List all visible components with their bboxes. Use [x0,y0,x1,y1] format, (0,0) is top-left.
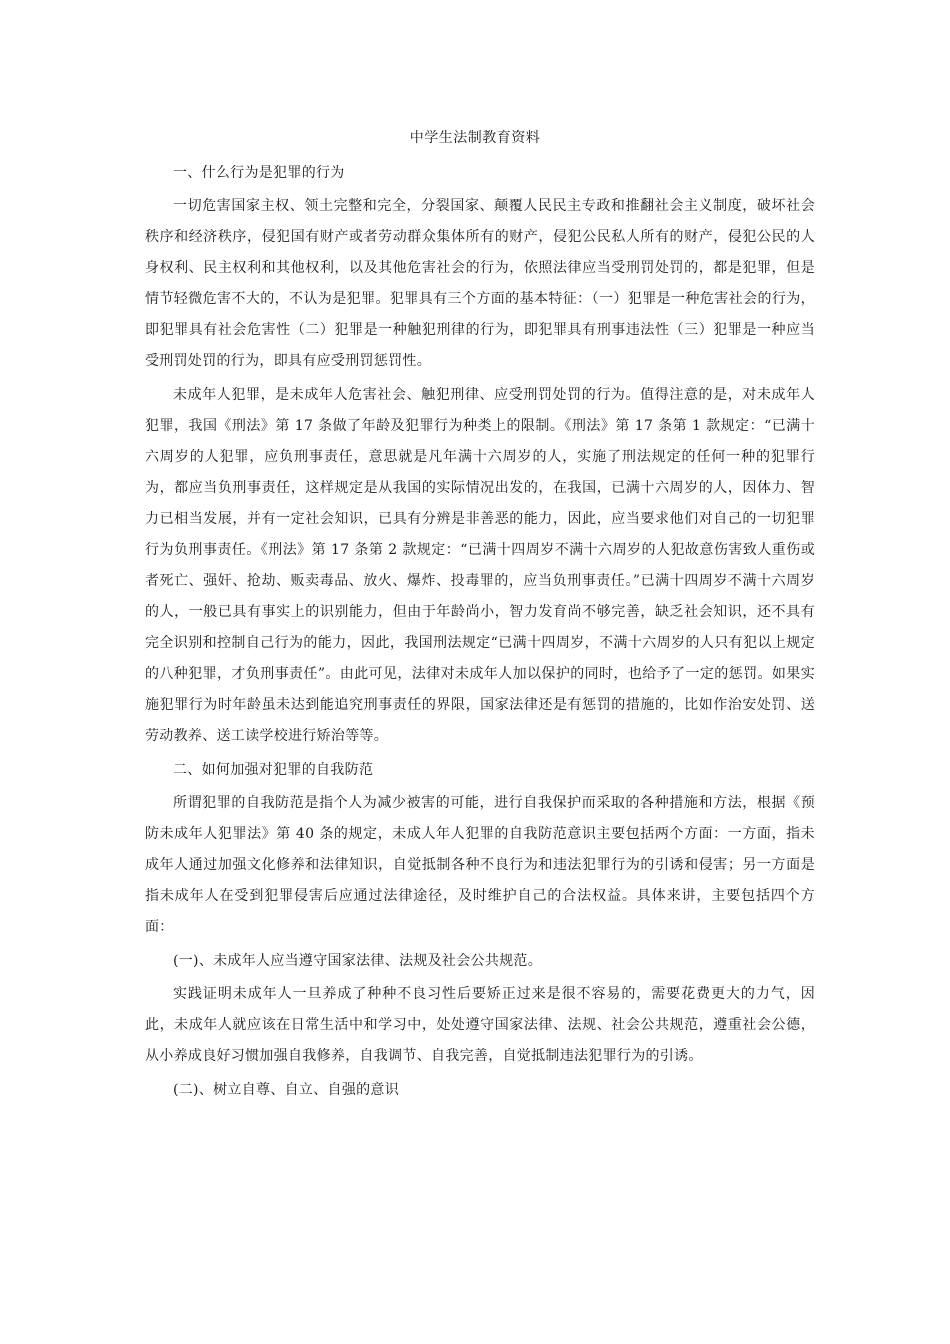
subsection-heading-1: (一)、未成年人应当遵守国家法律、法规及社会公共规范。 [173,953,543,969]
document-title: 中学生法制教育资料 [409,130,541,146]
paragraph-4: 实践证明未成年人一旦养成了种种不良习性后要矫正过来是很不容易的，需要花费更大的力气，因此，未成年人就应该在日常生活中和学习中，处处遵守国家法律、法规、社会公共规范，遵重社会公德，从小养成良好习惯加强自我修养，自我调节、自我完善，自觉抵制违法犯罪行为的引诱。 [145,986,815,1064]
section-heading-1: 一、什么行为是犯罪的行为 [173,165,345,181]
paragraph-3: 所谓犯罪的自我防范是指个人为减少被害的可能，进行自我保护而采取的各种措施和方法，根据《预防未成年人犯罪法》第 40 条的规定，未成人年人犯罪的自我防范意识主要包括两个方面：一方面，指未成年人通过加强文化修养和法律知识，自觉抵制各种不良行为和违法犯罪行为的引诱和侵害；另一方面是指未成年人在受到犯罪侵害后应通过法律途径，及时维护自己的合法权益。具体来讲，主要包括四个方面： [145,795,815,935]
paragraph-2: 未成年人犯罪，是未成年人危害社会、触犯刑律、应受刑罚处罚的行为。值得注意的是，对未成年人犯罪，我国《刑法》第 17 条做了年龄及犯罪行为种类上的限制。《刑法》第 17 条第 1 款规定：“已满十六周岁的人犯罪，应负刑事责任，意思就是凡年满十六周岁的人，实施了刑法规定的任何一种的犯罪行为，都应当负刑事责任，这样规定是从我国的实际情况出发的，在我国，已满十六周岁的人，因体力、智力已相当发展，并有一定社会知识，已具有分辨是非善恶的能力，因此，应当要求他们对自己的一切犯罪行为负刑事责任。《刑法》第 17 条第 2 款规定：“已满十四周岁不满十六周岁的人犯故意伤害致人重伤或者死亡、强奸、抢劫、贩卖毒品、放火、爆炸、投毒罪的，应当负刑事责任。”已满十四周岁不满十六周岁的人，一般已具有事实上的识别能力，但由于年龄尚小，智力发育尚不够完善，缺乏社会知识，还不具有完全识别和控制自己行为的能力，因此，我国刑法规定“已满十四周岁，不满十六周岁的人只有犯以上规定的八种犯罪，才负刑事责任”。由此可见，法律对未成年人加以保护的同时，也给予了一定的惩罚。如果实施犯罪行为时年龄虽未达到能追究刑事责任的界限，国家法律还是有惩罚的措施的，比如作治安处罚、送劳动教养、送工读学校进行矫治等等。 [145,387,815,744]
paragraph-1: 一切危害国家主权、领土完整和完全，分裂国家、颠覆人民民主专政和推翻社会主义制度，破坏社会秩序和经济秩序，侵犯国有财产或者劳动群众集体所有的财产，侵犯公民私人所有的财产，侵犯公民的人身权利、民主权利和其他权利，以及其他危害社会的行为，依照法律应当受刑罚处罚的，都是犯罪，但是情节轻微危害不大的，不认为是犯罪。犯罪具有三个方面的基本特征：（一）犯罪是一种危害社会的行为，即犯罪具有社会危害性（二）犯罪是一种触犯刑律的行为，即犯罪具有刑事违法性（三）犯罪是一种应当受刑罚处罚的行为，即具有应受刑罚惩罚性。 [145,198,815,369]
section-heading-2: 二、如何加强对犯罪的自我防范 [173,762,374,778]
document-body [145,158,815,1108]
subsection-heading-2: (二)、树立自尊、自立、自强的意识 [173,1082,400,1098]
